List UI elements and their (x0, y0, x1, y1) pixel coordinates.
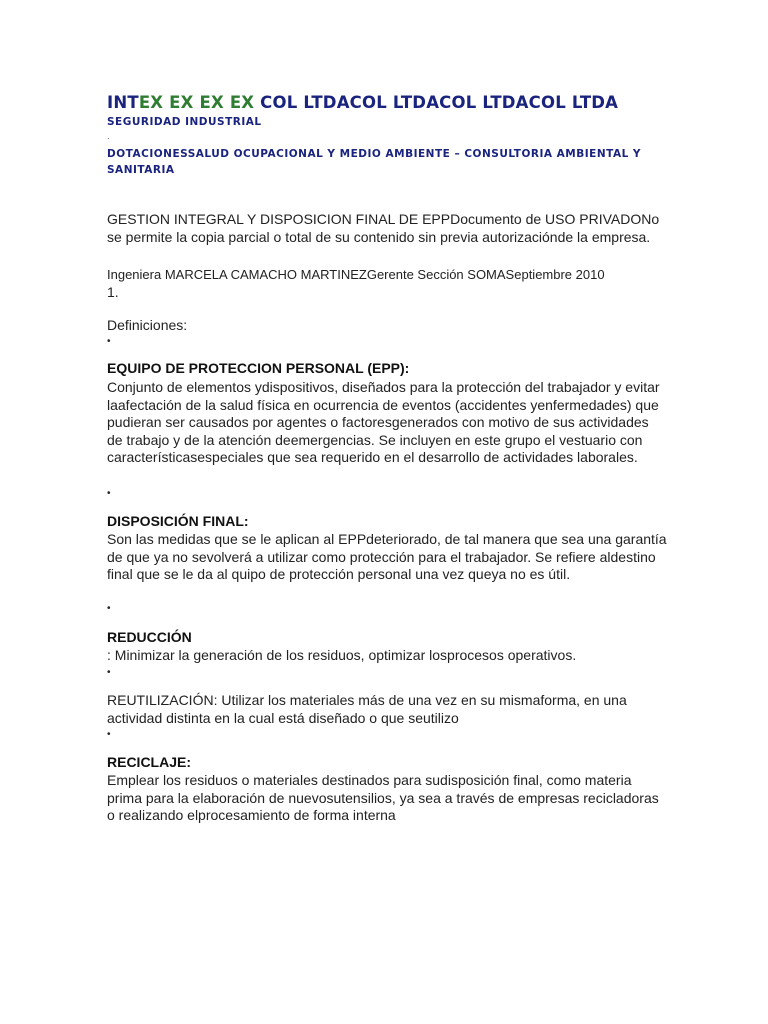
definition-text-reciclaje: Emplear los residuos o materiales destinados para sudisposición final, como materia prima para la elaboración de nuevosutensilios, ya sea a través de empresas recicladoras o realizando elprocesamiento de forma interna (107, 772, 659, 823)
company-title-part-b: EX EX EX EX (138, 93, 255, 112)
definition-text-reduccion: : Minimizar la generación de los residuos, optimizar losprocesos operativos. (107, 647, 577, 663)
company-title-part-c: COL LTDACOL LTDACOL LTDACOL LTDA (254, 93, 619, 112)
definition-term-reduccion: REDUCCIÓN (107, 629, 192, 645)
definition-term-disposicion: DISPOSICIÓN FINAL: (107, 513, 249, 529)
bullet: • (107, 667, 111, 678)
bullet: • (107, 729, 111, 740)
company-title (107, 93, 618, 113)
author-line: Ingeniera MARCELA CAMACHO MARTINEZGerente Sección SOMASeptiembre 2010 (107, 267, 605, 282)
definition-text-disposicion: Son las medidas que se le aplican al EPPdeteriorado, de tal manera que sea una garantía de que ya no sevolverá a utilizar como protección para el trabajador. Se refiere aldestino final que se le da al quipo de protección personal una vez queya no es útil. (107, 531, 667, 582)
bullet: • (107, 488, 111, 499)
definition-text-reutilizacion: REUTILIZACIÓN: Utilizar los materiales más de una vez en su mismaforma, en una actividad distinta en la cual está diseñado o que seutilizo (107, 692, 627, 726)
section-number: 1. (107, 284, 119, 300)
separator-dot: . (107, 131, 110, 141)
definition-term-epp: EQUIPO DE PROTECCION PERSONAL (EPP): (107, 360, 410, 376)
bullet: • (107, 603, 111, 614)
company-services: DOTACIONESSALUD OCUPACIONAL Y MEDIO AMBIENTE – CONSULTORIA AMBIENTAL Y SANITARIA (107, 148, 642, 176)
definitions-label: Definiciones: (107, 317, 188, 333)
bullet: • (107, 336, 111, 347)
definition-term-reciclaje: RECICLAJE: (107, 754, 192, 770)
definition-text-epp: Conjunto de elementos ydispositivos, diseñados para la protección del trabajador y evitar laafectación de la salud física en ocurrencia de eventos (accidentes yenfermedades) que pudieran ser causados por agentes o factoresgenerados con motivo de sus actividades de trabajo y de la atención deemergencias. Se incluyen en este grupo el vestuario con característicasespeciales que sea requerido en el desarrollo de actividades laborales. (107, 379, 660, 465)
document-title: GESTION INTEGRAL Y DISPOSICION FINAL DE EPPDocumento de USO PRIVADONo se permite la copia parcial o total de su contenido sin previa autorizaciónde la empresa. (107, 211, 660, 245)
company-title-part-a: INT (107, 93, 139, 112)
company-subtitle: SEGURIDAD INDUSTRIAL (107, 116, 262, 128)
